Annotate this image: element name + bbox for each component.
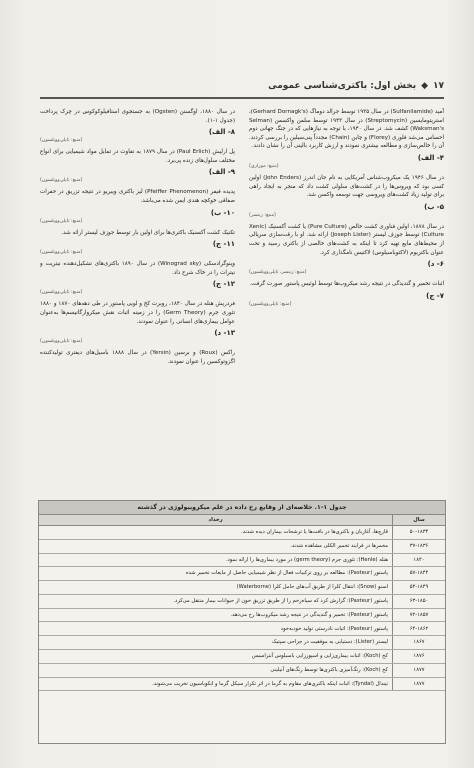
paragraph: آمید (Sulfanilamide) در سال ۱۹۳۵ توسط جرالد دوماگ (Gerhard Dornagk's)، استرپتومایسین (Streptomycin) در سال ۱۹۴۳ توسط سلمن واکسمن (Selman Waksman's) کشف شد. در سال ۱۹۴۰، با توجه به نیازهایی که در جنگ جهانی دوم احساس می‌شد فلوری (Florey) و چاین (Chain) مجدداً پنی‌سیلین را بررسی کردند. آن را خالص‌سازی و مطالعه بیشتری نمودند و ارزش کاربرد بالینی آن را نشان دادند.: [249, 109, 444, 150]
paragraph: راکس (Roux) و برسین (Yersin) در سال ۱۸۸۸ باسیل‌های دیفتری تولیدکننده اگزوتوکسین را عنوان نمودند.: [40, 350, 235, 365]
event-cell: تیندال (Tyndal): اثبات اینکه باکتری‌های مقاوم به گرما در اثر تکرار سیکل گرما و انکوباسیون تخریب می‌شوند.: [39, 677, 393, 691]
table-row: [39, 608, 445, 622]
section-title: بخش اول: باکتری‌شناسی عمومی: [268, 81, 417, 91]
table-title: جدول ۱-۱. خلاصه‌ای از وقایع رخ داده در علم میکروبیولوژی در گذشته: [39, 501, 445, 515]
table-row: [39, 622, 445, 636]
paragraph: فردریش هنله در سال ۱۸۴۰، روبرت کخ و لویی پاستور در طی دهه‌های ۱۸۷۰ و ۱۸۸۰ تئوری جرم (Germ Theory) را در زمینه اثبات نقش میکروارگانیسم‌ها به‌عنوان عوامل بیماری‌های انسانی را عنوان نمودند.: [40, 301, 235, 325]
source-note: (منبع: موراری): [249, 163, 279, 169]
paragraph: پل ارلیش (Paul Erlich) در سال ۱۸۷۹ به تفاوت در تمایل مواد شیمیایی برای انواع مختلف سلول‌های زنده پی‌برد.: [40, 149, 235, 164]
answer-label: ۱۳- د): [214, 329, 235, 338]
event-cell: قارچ‌ها، آغازیان و باکتری‌ها در بافت‌ها یا ترشحات بیماران دیده شدند.: [39, 526, 393, 540]
answer-label: ۱۱- ج): [212, 240, 235, 249]
event-cell: مخمرها در فرایند تخمیر الکلی مشاهده شدند.: [39, 539, 393, 553]
year-cell: ۵۴-۱۸۴۹: [393, 581, 446, 595]
event-header: رخداد: [39, 515, 393, 526]
table-row: [39, 539, 445, 553]
paragraph: در سال ۱۸۷۸، اولین فناوری کشت خالص (Pure Culture) یا کشت آکسنیک (Xenic Culture) توسط جوزف لیستر (Joseph Lister) ارائه شد. او با رقت‌سازی سریالی از محیط‌های مایع تهیه کرد تا اینکه به کشت‌های خالصی از باکتری رسید و تحت عنوان باکتریوم (لاکتوباسیلوس) لاکتیس نامگذاری کرد.: [249, 223, 444, 256]
year-cell: ۳۷-۱۸۳۶: [393, 539, 446, 553]
table-row: [39, 650, 445, 664]
event-cell: لیستر (Lister): دستیابی به موفقیت در جراحی سپتیک: [39, 636, 393, 650]
history-table: [39, 515, 445, 691]
event-cell: کخ (Koch): رنگ‌آمیزی باکتری‌ها توسط رنگ‌های آنیلینی: [39, 663, 393, 677]
year-cell: ۵۷-۱۸۴۴: [393, 567, 446, 581]
table-row: [39, 663, 445, 677]
paragraph: در سال ۱۸۸۰، اوگستن (Ogsten) به جستجوی استافیلوکوکوس در چرک پرداخت (جدول ۱-۱).: [40, 109, 235, 124]
diamond-icon: ◆: [421, 81, 428, 91]
event-cell: اسنو (Snow): انتقال کلرا از طریق آب‌های حامل کلرا (Waterborne): [39, 581, 393, 595]
event-cell: هنله (Henle): تئوری جرم (germ theory) در مورد بیماری‌ها را ارائه نمود.: [39, 553, 393, 567]
year-cell: ۵۰-۱۸۳۴: [393, 526, 446, 540]
table-row: [39, 636, 445, 650]
year-cell: ۶۴-۱۸۶۲: [393, 622, 446, 636]
answer-label: ۴- الف): [417, 153, 444, 162]
source-note: (منبع: تاپلی‌وویلسون): [40, 339, 83, 345]
table-row: [39, 677, 445, 691]
table-row: [39, 581, 445, 595]
year-header: سال: [393, 515, 446, 526]
year-cell: ۷۲-۱۸۵۷: [393, 608, 446, 622]
year-cell: ۶۳-۱۸۵۰: [393, 594, 446, 608]
table-header-row: [39, 515, 445, 526]
source-note: (منبع: زینسر): [249, 212, 276, 218]
source-note: (منبع: تاپلی‌وویلسون): [40, 138, 83, 144]
paragraph: تکنیک کشت آکسنیک باکتری‌ها برای اولین بار توسط جوزف لیستر ارائه شد.: [61, 229, 235, 236]
paragraph: وینوگرادسکی (Winograd sky) در سال ۱۸۹۰ باکتری‌های تشکیل‌دهنده نیتریت و نیترات را در خاک شرح داد.: [40, 261, 235, 276]
left-column: [40, 108, 235, 488]
source-note: (منبع: تاپلی‌وویلسون): [40, 290, 83, 296]
answer-label: ۹- الف): [208, 168, 235, 177]
table-row: [39, 526, 445, 540]
table-row: [39, 594, 445, 608]
answer-label: ۵- ب): [424, 202, 444, 211]
table-row: [39, 567, 445, 581]
source-note: (منبع: تاپلی‌وویلسون): [249, 301, 292, 307]
year-cell: ۱۸۶۷: [393, 636, 446, 650]
event-cell: پاستور (Pasteur): تخمیر و گندیدگی در نتیجه رشد میکروب‌ها رخ می‌دهد.: [39, 608, 393, 622]
source-note: (منبع: تاپلی‌وویلسون): [40, 218, 83, 224]
paragraph: در سال ۱۹۴۶ یک میکروب‌شناس آمریکایی به نام جان اندرز (John Enders) اولین کسی بود که ویروس‌ها را در کشت‌های سلولی کشت داد که منجر به ایجاد راهی برای تولید زیاد کشت‌های ویروسی جهت توسعه واکسن شد.: [249, 174, 444, 199]
year-cell: ۱۸۷۷: [393, 663, 446, 677]
year-cell: ۱۸۷۶: [393, 650, 446, 664]
table-body: [39, 526, 445, 691]
event-cell: پاستور (Pasteur): مطالعه بر روی ترکیبات فعال از نظر شیمیایی حاصل از مایعات تخمیر شده: [39, 567, 393, 581]
source-note: (منبع: تاپلی‌وویلسون): [40, 178, 83, 184]
page-header: [40, 78, 444, 99]
year-cell: ۱۸۴۰: [393, 553, 446, 567]
event-cell: کخ (Koch): اثبات بیماری‌زایی و اسپورزایی باسیلوس آنتراسیس: [39, 650, 393, 664]
source-note: (منبع: تاپلی‌وویلسون): [40, 250, 83, 256]
year-cell: ۱۸۷۷: [393, 677, 446, 691]
paragraph: اثبات تخمیر و گندیدگی در نتیجه رشد میکروب‌ها توسط لوئیس پاستور صورت گرفت.: [249, 281, 444, 288]
answer-label: ۶- د): [427, 260, 444, 269]
answer-label: ۷- ج): [426, 291, 444, 300]
history-table-box: [38, 500, 446, 744]
page-number: ۱۷: [433, 81, 444, 91]
header-right: [268, 81, 444, 91]
paragraph: پدیده فیفر (Pfeiffer Phenomenon) لیز باکتری ویبریو در نتیجه تزریق در حفرات صفاقی خوکچه هندی ایمن شده می‌باشد.: [40, 189, 235, 204]
source-note: (منبع: زینسر، تاپلی‌وویلسون): [249, 270, 307, 276]
answer-label: ۱۰- ب): [210, 208, 235, 217]
text-columns: [40, 108, 444, 488]
event-cell: پاستور (Pasteur): گزارش کرد که سیاه‌زخم را از طریق تزریق خون از حیوانات بیمار منتقل می‌کرد.: [39, 594, 393, 608]
table-row: [39, 553, 445, 567]
answer-label: ۸- الف): [208, 128, 235, 137]
answer-label: ۱۲- ج): [212, 280, 235, 289]
event-cell: پاستور (Pasteur): اثبات نادرستی تولید خودبه‌خود: [39, 622, 393, 636]
right-column: [249, 108, 444, 488]
